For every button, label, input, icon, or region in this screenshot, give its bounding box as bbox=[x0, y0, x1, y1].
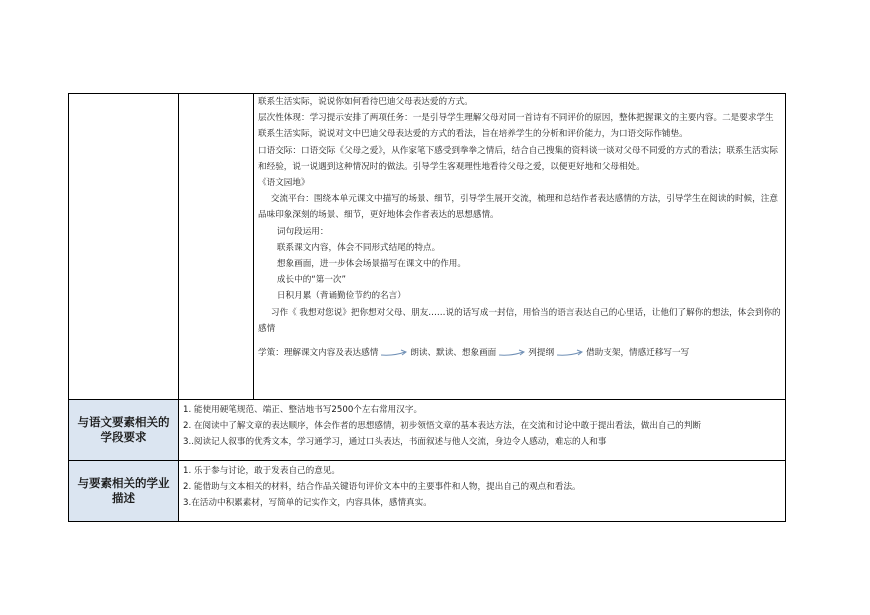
strategy-step: 朗读、默读、想象画面 bbox=[410, 348, 497, 359]
arrow-right-icon bbox=[557, 349, 583, 357]
arrow-right-icon bbox=[381, 349, 407, 357]
arrow-right-icon bbox=[499, 349, 525, 357]
academic-description-label: 与要素相关的学业描述 bbox=[69, 461, 179, 522]
stage-requirement-row bbox=[69, 400, 786, 461]
content-line: 联系生活实际，说说你如何看待巴迪父母表达爱的方式。 bbox=[258, 97, 473, 107]
teaching-content-row bbox=[69, 94, 786, 400]
lesson-plan-table bbox=[68, 93, 786, 522]
stage-requirement-content bbox=[179, 400, 786, 461]
word-use-item: 想象画面，进一步体会场景描写在课文中的作用。 bbox=[276, 259, 466, 270]
teaching-content-cell bbox=[254, 94, 786, 400]
strategy-step: 借助支架，情感迁移写一写 bbox=[586, 348, 690, 359]
academic-description-content bbox=[179, 461, 786, 522]
empty-cell bbox=[69, 94, 179, 400]
writing-task: 习作《 我想对您说》把你想对父母、朋友……说的话写成一封信，用恰当的语言表达自己的心里话，让他们了解你的想法，体会到你的感情 bbox=[258, 307, 781, 334]
word-use-heading: 词句段运用： bbox=[276, 226, 329, 237]
learning-strategy bbox=[258, 345, 781, 361]
description-item: 1. 乐于参与讨论，敢于发表自己的意见。 bbox=[183, 466, 341, 476]
description-item: 2. 能借助与文本相关的材料，结合作品关键语句评价文本中的主要事件和人物，提出自己的观点和看法。 bbox=[183, 482, 581, 492]
requirement-item: 2. 在阅读中了解文章的表达顺序，体会作者的思想感情，初步领悟文章的基本表达方法，在交流和讨论中敢于提出看法，做出自己的判断 bbox=[183, 421, 701, 431]
content-line: 层次性体现：学习提示安排了两项任务：一是引导学生理解父母对同一首诗有不同评价的原因，整体把握课文的主要内容。二是要求学生联系生活实际，说说对文中巴迪父母表达爱的方式的看法，旨在培养学生的分析和评价能力，为口语交际作铺垫。 bbox=[258, 113, 774, 140]
stage-requirement-label: 与语文要素相关的学段要求 bbox=[69, 400, 179, 461]
content-line: 口语交际：口语交际《父母之爱》，从作家笔下感受到拳拳之情后，结合自己搜集的资料谈一谈对父母不同爱的方式的看法；联系生活实际和经验，说一说遇到这种情况时的做法。引导学生客观理性地看待父母之爱，以便更好地和父母相处。 bbox=[258, 145, 778, 172]
description-item: 3.在活动中积累素材，写简单的记实作文，内容具体，感情真实。 bbox=[183, 498, 432, 508]
word-use-item: 成长中的“第一次” bbox=[276, 275, 346, 286]
strategy-label: 学策：理解课文内容及表达感情 bbox=[258, 348, 379, 359]
content-line: 《语文园地》 bbox=[258, 178, 310, 189]
word-use-item: 联系课文内容，体会不同形式结尾的特点。 bbox=[276, 242, 441, 253]
academic-description-row bbox=[69, 461, 786, 522]
requirement-item: 1. 能使用硬笔规范、端正、整洁地书写2500个左右常用汉字。 bbox=[183, 405, 423, 415]
requirement-item: 3..阅读记人叙事的优秀文本，学习通学习，通过口头表达，书面叙述与他人交流，身边令人感动，难忘的人和事 bbox=[183, 437, 607, 447]
exchange-platform: 交流平台：围绕本单元课文中描写的场景、细节，引导学生展开交流，梳理和总结作者表达感情的方法，引导学生在阅读的时候，注意品味印象深刻的场景、细节，更好地体会作者表达的思想感情。 bbox=[258, 194, 778, 221]
strategy-step: 列提纲 bbox=[528, 348, 555, 359]
empty-cell bbox=[179, 94, 254, 400]
word-use-item: 日积月累（背诵勤俭节约的名言） bbox=[276, 291, 406, 302]
